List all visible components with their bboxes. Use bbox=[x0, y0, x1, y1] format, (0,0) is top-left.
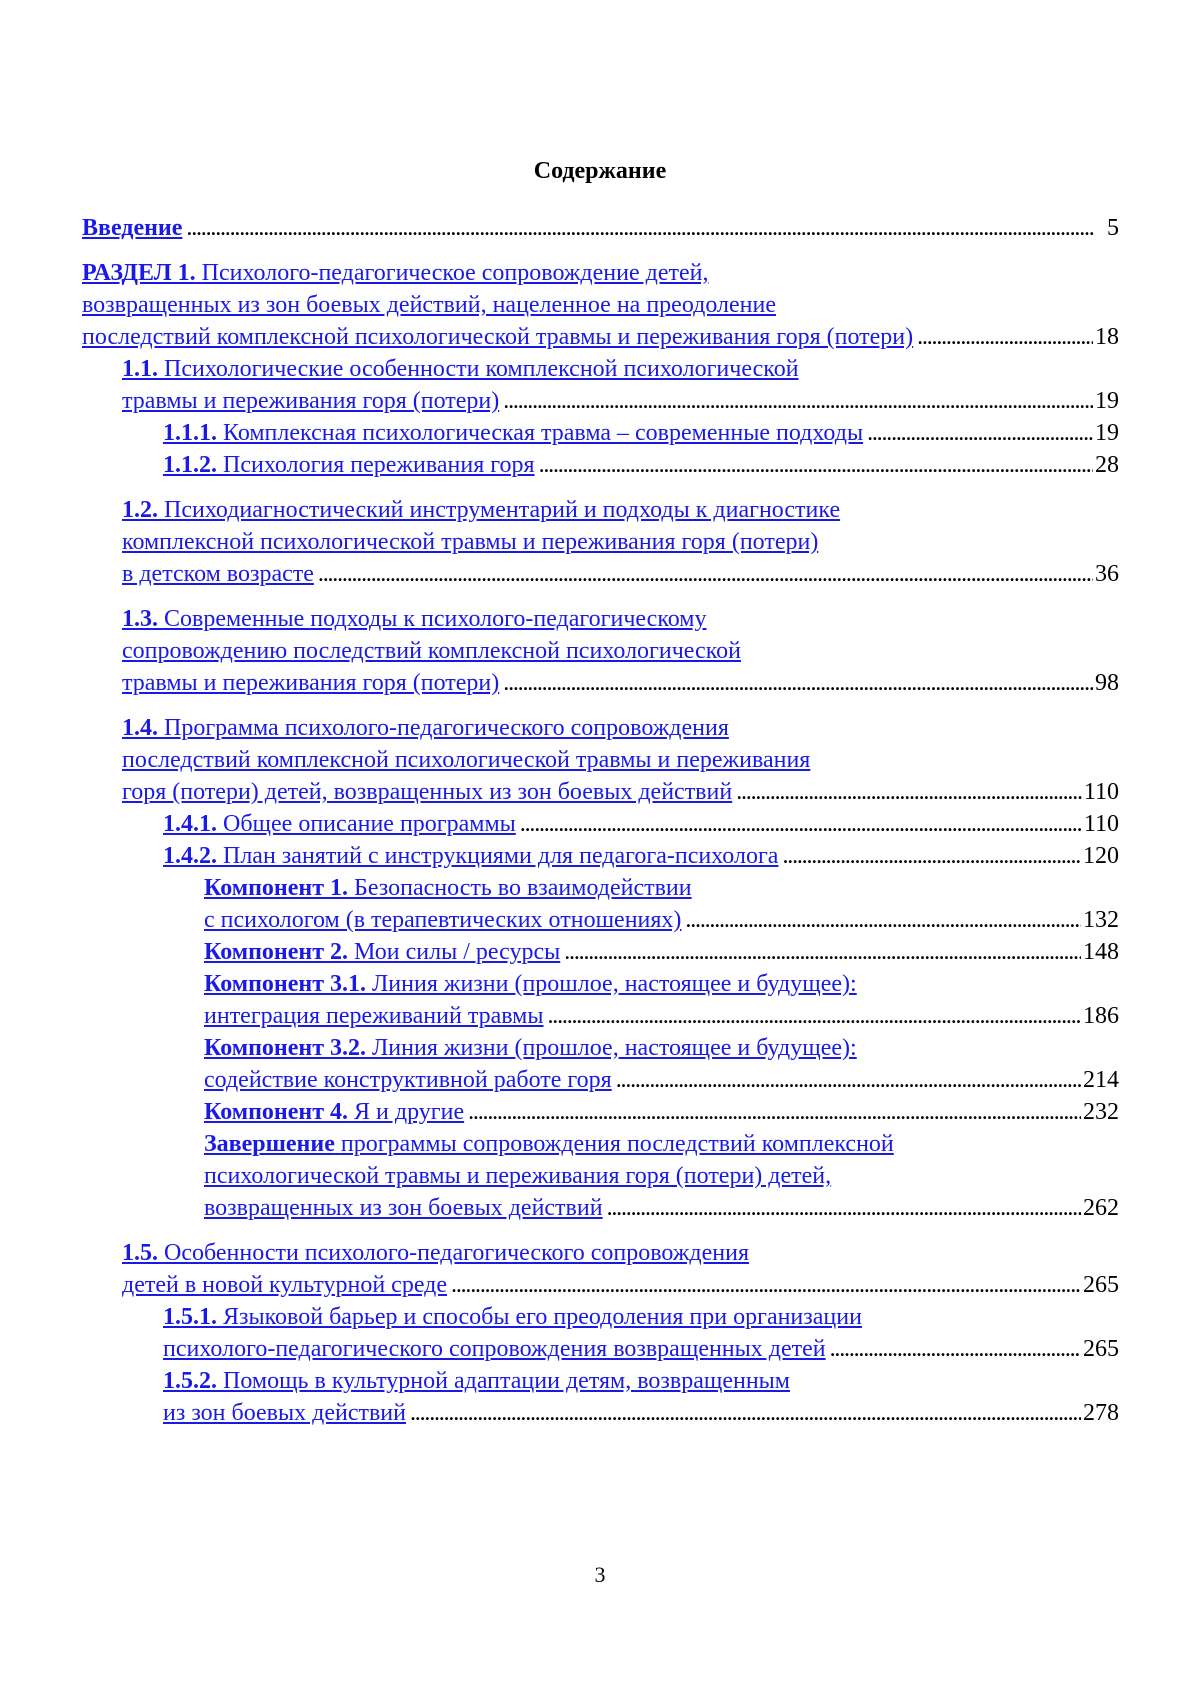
toc-entry-text[interactable] bbox=[204, 872, 692, 904]
toc-page-number: 265 bbox=[1083, 1336, 1119, 1362]
toc-entry-component-4[interactable] bbox=[82, 1096, 1119, 1128]
toc-entry-line: Особенности психолого-педагогического сопровождения bbox=[164, 1240, 749, 1266]
toc-entry-line[interactable]: травмы и переживания горя (потери) bbox=[122, 388, 500, 414]
toc-entry-text[interactable] bbox=[122, 353, 799, 385]
dot-leader bbox=[607, 1192, 1081, 1224]
toc-entry-text[interactable] bbox=[163, 417, 863, 449]
dot-leader bbox=[548, 1000, 1082, 1032]
dot-leader bbox=[318, 558, 1093, 590]
toc-line bbox=[163, 449, 1119, 481]
toc-entry-text[interactable] bbox=[163, 840, 778, 872]
toc-entry-number: Завершение bbox=[204, 1131, 335, 1157]
dot-leader bbox=[503, 385, 1093, 417]
toc-entry-text[interactable] bbox=[122, 712, 729, 744]
toc-entry-line[interactable]: психолого-педагогического сопровождения возвращенных детей bbox=[163, 1336, 826, 1362]
toc-entry-line[interactable]: детей в новой культурной среде bbox=[122, 1272, 448, 1298]
toc-entry-line: Психология переживания горя bbox=[223, 452, 535, 478]
toc-line bbox=[204, 968, 1119, 1000]
toc-entry-text[interactable] bbox=[163, 1365, 790, 1397]
dot-leader bbox=[564, 936, 1081, 968]
toc-line bbox=[163, 1333, 1119, 1365]
toc-entry-number: 1.4. bbox=[122, 715, 158, 741]
toc-entry-component-3-1[interactable] bbox=[82, 968, 1119, 1032]
toc-line bbox=[204, 904, 1119, 936]
dot-leader bbox=[736, 776, 1082, 808]
toc-line bbox=[204, 872, 1119, 904]
toc-entry-conclusion[interactable] bbox=[82, 1128, 1119, 1224]
toc-entry-component-2[interactable] bbox=[82, 936, 1119, 968]
toc-line bbox=[122, 558, 1119, 590]
toc-entry-line[interactable]: с психологом (в терапевтических отношениях) bbox=[204, 907, 682, 933]
toc-entry-line: Линия жизни (прошлое, настоящее и будущее): bbox=[372, 971, 857, 997]
dot-leader bbox=[520, 808, 1082, 840]
toc-entry-number[interactable]: Введение bbox=[82, 215, 183, 241]
dot-leader bbox=[468, 1096, 1081, 1128]
toc-entry-line[interactable]: горя (потери) детей, возвращенных из зон боевых действий bbox=[122, 779, 733, 805]
toc-entry-line: Психодиагностический инструментарий и подходы к диагностике bbox=[164, 497, 841, 523]
page-title: Содержание bbox=[533, 158, 667, 184]
toc-entry-1-4[interactable] bbox=[82, 712, 1119, 808]
toc-entry-line: Мои силы / ресурсы bbox=[354, 939, 561, 965]
toc-entry-line[interactable]: комплексной психологической травмы и переживания горя (потери) bbox=[122, 529, 819, 555]
toc-line bbox=[163, 1365, 1119, 1397]
toc-page-number: 110 bbox=[1083, 811, 1119, 837]
toc-entry-1-5-1[interactable] bbox=[82, 1301, 1119, 1365]
toc-entry-number: Компонент 4. bbox=[204, 1099, 349, 1125]
toc-entry-introduction[interactable] bbox=[82, 212, 1119, 244]
toc-line bbox=[204, 1064, 1119, 1096]
toc-entry-number: 1.1. bbox=[122, 356, 158, 382]
toc-page-number: 18 bbox=[1095, 324, 1119, 350]
toc-line bbox=[204, 1192, 1119, 1224]
toc-entry-text[interactable] bbox=[122, 494, 840, 526]
toc-line bbox=[163, 1301, 1119, 1333]
toc-entry-line: Я и другие bbox=[354, 1099, 465, 1125]
toc-page-number: 278 bbox=[1083, 1400, 1119, 1426]
dot-leader bbox=[685, 904, 1081, 936]
toc-entry-text[interactable] bbox=[122, 1237, 749, 1269]
toc-entry-line[interactable]: интеграция переживаний травмы bbox=[204, 1003, 544, 1029]
toc-line bbox=[122, 1269, 1119, 1301]
toc-page-number: 120 bbox=[1083, 843, 1119, 869]
toc-entry-line[interactable]: сопровождению последствий комплексной психологической bbox=[122, 638, 741, 664]
toc-entry-line: программы сопровождения последствий комплексной bbox=[340, 1131, 894, 1157]
toc-line bbox=[82, 321, 1119, 353]
toc-page-number: 132 bbox=[1083, 907, 1119, 933]
toc-entry-1-3[interactable] bbox=[82, 603, 1119, 699]
toc-entry-line: Языковой барьер и способы его преодоления при организации bbox=[223, 1304, 862, 1330]
toc-page-number: 28 bbox=[1095, 452, 1119, 478]
toc-line bbox=[122, 776, 1119, 808]
toc-line bbox=[122, 526, 1119, 558]
toc-entry-1-1-1[interactable] bbox=[82, 417, 1119, 449]
toc-line bbox=[163, 808, 1119, 840]
toc-entry-line[interactable]: последствий комплексной психологической травмы и переживания горя (потери) bbox=[82, 324, 914, 350]
toc-entry-line: Психологические особенности комплексной психологической bbox=[164, 356, 799, 382]
toc-line bbox=[204, 1096, 1119, 1128]
toc-entry-line: Безопасность во взаимодействии bbox=[354, 875, 692, 901]
toc-entry-line[interactable]: травмы и переживания горя (потери) bbox=[122, 670, 500, 696]
toc-entry-line[interactable]: в детском возрасте bbox=[122, 561, 314, 587]
toc-line bbox=[122, 494, 1119, 526]
toc-entry-text[interactable] bbox=[204, 968, 857, 1000]
table-of-contents bbox=[82, 212, 1119, 1429]
toc-line bbox=[122, 353, 1119, 385]
toc-page-number: 148 bbox=[1083, 939, 1119, 965]
toc-page-number: 265 bbox=[1083, 1272, 1119, 1298]
toc-entry-component-3-2[interactable] bbox=[82, 1032, 1119, 1096]
toc-line bbox=[163, 840, 1119, 872]
toc-entry-line[interactable]: из зон боевых действий bbox=[163, 1400, 406, 1426]
toc-entry-line[interactable]: возвращенных из зон боевых действий bbox=[204, 1195, 603, 1221]
toc-entry-text[interactable] bbox=[163, 808, 516, 840]
toc-line bbox=[82, 289, 1119, 321]
toc-entry-text[interactable] bbox=[204, 1096, 464, 1128]
toc-entry-line: Программа психолого-педагогического сопровождения bbox=[164, 715, 729, 741]
toc-entry-number: 1.1.2. bbox=[163, 452, 217, 478]
dot-leader bbox=[503, 667, 1093, 699]
toc-entry-number: Компонент 2. bbox=[204, 939, 349, 965]
dot-leader bbox=[917, 321, 1093, 353]
toc-entry-number: Компонент 1. bbox=[204, 875, 349, 901]
dot-leader bbox=[451, 1269, 1081, 1301]
toc-line bbox=[204, 1160, 1119, 1192]
dot-leader bbox=[186, 212, 1095, 244]
toc-line bbox=[122, 603, 1119, 635]
toc-entry-line[interactable]: содействие конструктивной работе горя bbox=[204, 1067, 612, 1093]
toc-page-number: 98 bbox=[1095, 670, 1119, 696]
toc-entry-line[interactable]: психологической травмы и переживания горя (потери) детей, bbox=[204, 1163, 832, 1189]
toc-page-number: 214 bbox=[1083, 1067, 1119, 1093]
toc-entry-line: Психолого-педагогическое сопровождение детей, bbox=[201, 260, 709, 286]
toc-entry-text[interactable] bbox=[163, 1301, 862, 1333]
toc-page-number: 186 bbox=[1083, 1003, 1119, 1029]
toc-entry-1-1[interactable] bbox=[82, 353, 1119, 417]
toc-page-number: 19 bbox=[1095, 420, 1119, 446]
toc-line bbox=[204, 1000, 1119, 1032]
toc-entry-line: Общее описание программы bbox=[223, 811, 516, 837]
toc-entry-1-1-2[interactable] bbox=[82, 449, 1119, 481]
toc-entry-number: Компонент 3.1. bbox=[204, 971, 367, 997]
toc-page-number: 110 bbox=[1083, 779, 1119, 805]
toc-entry-1-2[interactable] bbox=[82, 494, 1119, 590]
toc-entry-number: 1.5. bbox=[122, 1240, 158, 1266]
toc-line bbox=[122, 712, 1119, 744]
toc-entry-line[interactable]: возвращенных из зон боевых действий, нацеленное на преодоление bbox=[82, 292, 776, 318]
toc-entry-line: Комплексная психологическая травма – современные подходы bbox=[223, 420, 864, 446]
toc-entry-section-1[interactable] bbox=[82, 257, 1119, 353]
toc-entry-number: 1.1.1. bbox=[163, 420, 217, 446]
toc-entry-number: 1.4.2. bbox=[163, 843, 217, 869]
toc-entry-1-4-1[interactable] bbox=[82, 808, 1119, 840]
toc-line bbox=[163, 417, 1119, 449]
toc-line bbox=[204, 1032, 1119, 1064]
dot-leader bbox=[410, 1397, 1081, 1429]
toc-entry-number: 1.3. bbox=[122, 606, 158, 632]
toc-line bbox=[163, 1397, 1119, 1429]
toc-line bbox=[204, 1128, 1119, 1160]
dot-leader bbox=[616, 1064, 1081, 1096]
toc-entry-line: Современные подходы к психолого-педагогическому bbox=[164, 606, 707, 632]
dot-leader bbox=[867, 417, 1093, 449]
toc-page-number: 262 bbox=[1083, 1195, 1119, 1221]
dot-leader bbox=[539, 449, 1093, 481]
toc-page-number: 36 bbox=[1095, 561, 1119, 587]
dot-leader bbox=[830, 1333, 1081, 1365]
toc-entry-text[interactable] bbox=[122, 603, 707, 635]
toc-entry-1-4-2[interactable] bbox=[82, 840, 1119, 872]
toc-line bbox=[122, 635, 1119, 667]
toc-line bbox=[122, 667, 1119, 699]
toc-entry-number: 1.4.1. bbox=[163, 811, 217, 837]
toc-line bbox=[122, 385, 1119, 417]
toc-entry-number: 1.5.1. bbox=[163, 1304, 217, 1330]
toc-entry-line: Линия жизни (прошлое, настоящее и будущее): bbox=[372, 1035, 857, 1061]
toc-line bbox=[204, 936, 1119, 968]
toc-page-number: 5 bbox=[1107, 215, 1119, 241]
toc-entry-line: План занятий с инструкциями для педагога-психолога bbox=[223, 843, 779, 869]
toc-entry-text[interactable] bbox=[204, 1128, 894, 1160]
toc-entry-text[interactable] bbox=[204, 1032, 857, 1064]
toc-page-number: 232 bbox=[1083, 1099, 1119, 1125]
toc-entry-text[interactable] bbox=[163, 449, 535, 481]
toc-entry-line[interactable]: последствий комплексной психологической травмы и переживания bbox=[122, 747, 811, 773]
toc-page-number: 19 bbox=[1095, 388, 1119, 414]
toc-entry-1-5[interactable] bbox=[82, 1237, 1119, 1301]
toc-entry-1-5-2[interactable] bbox=[82, 1365, 1119, 1429]
toc-entry-number: Компонент 3.2. bbox=[204, 1035, 367, 1061]
toc-line bbox=[122, 744, 1119, 776]
toc-entry-number: РАЗДЕЛ 1. bbox=[82, 260, 196, 286]
toc-entry-component-1[interactable] bbox=[82, 872, 1119, 936]
page-number-footer: 3 bbox=[594, 1562, 606, 1587]
toc-entry-line: Помощь в культурной адаптации детям, возвращенным bbox=[223, 1368, 790, 1394]
toc-line bbox=[122, 1237, 1119, 1269]
dot-leader bbox=[782, 840, 1081, 872]
toc-entry-text[interactable] bbox=[204, 936, 560, 968]
toc-line bbox=[82, 212, 1119, 244]
toc-line bbox=[82, 257, 1119, 289]
toc-entry-number: 1.5.2. bbox=[163, 1368, 217, 1394]
toc-entry-text[interactable] bbox=[82, 257, 708, 289]
toc-entry-number: 1.2. bbox=[122, 497, 158, 523]
